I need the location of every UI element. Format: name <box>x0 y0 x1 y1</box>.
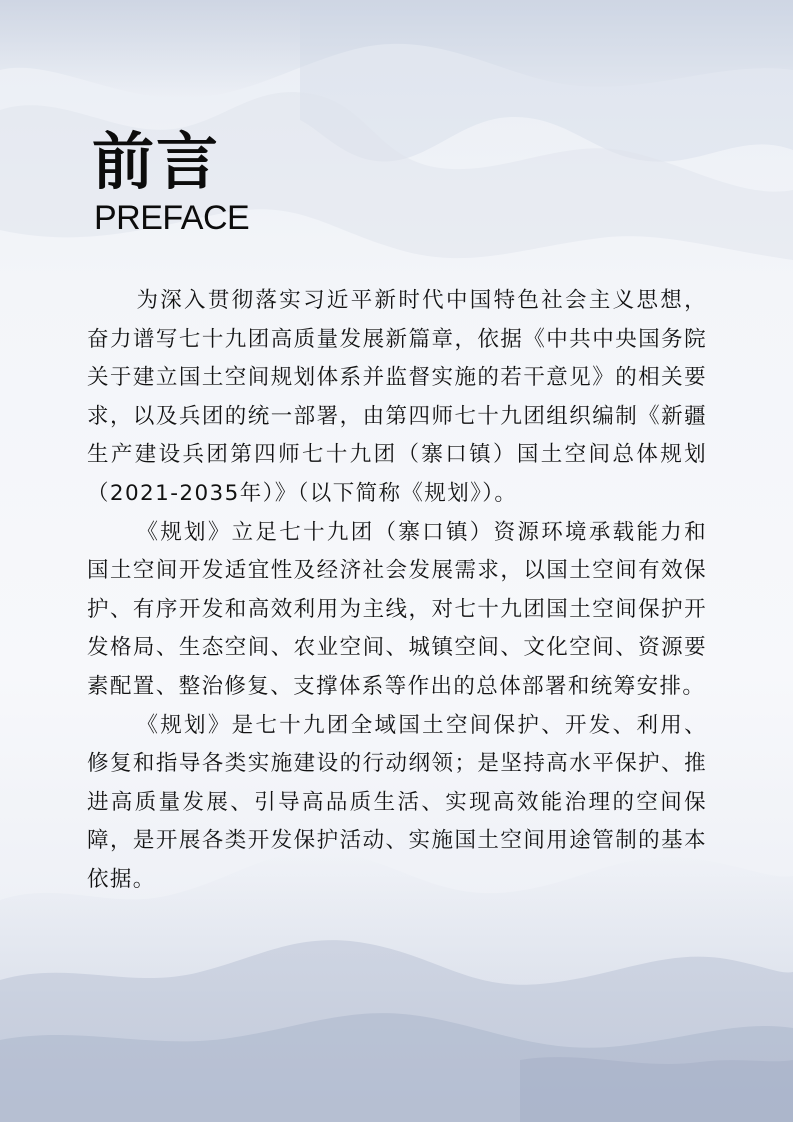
page-subtitle: PREFACE <box>94 199 250 237</box>
paragraph: 《规划》是七十九团全域国土空间保护、开发、利用、修复和指导各类实施建设的行动纲领；是坚持高水平保护、推进高质量发展、引导高品质生活、实现高效能治理的空间保障，是开展各类开发保护活动、实施国土空间用途管制的基本依据。 <box>87 712 707 892</box>
paragraph: 为深入贯彻落实习近平新时代中国特色社会主义思想，奋力谱写七十九团高质量发展新篇章，依据《中共中央国务院关于建立国土空间规划体系并监督实施的若干意见》的相关要求，以及兵团的统一部署，由第四师七十九团组织编制《新疆生产建设兵团第四师七十九团（寨口镇）国土空间总体规划 （2021-2035年）》（以下简称《规划》）。 <box>87 288 707 506</box>
page-title: 前言 <box>92 125 221 198</box>
paragraph: 《规划》立足七十九团（寨口镇）资源环境承载能力和国土空间开发适宜性及经济社会发展需求，以国土空间有效保护、有序开发和高效利用为主线，对七十九团国土空间保护开发格局、生态空间、农业空间、城镇空间、文化空间、资源要素配置、整治修复、支撑体系等作出的总体部署和统筹安排。 <box>87 519 707 699</box>
preface-body <box>87 282 707 900</box>
